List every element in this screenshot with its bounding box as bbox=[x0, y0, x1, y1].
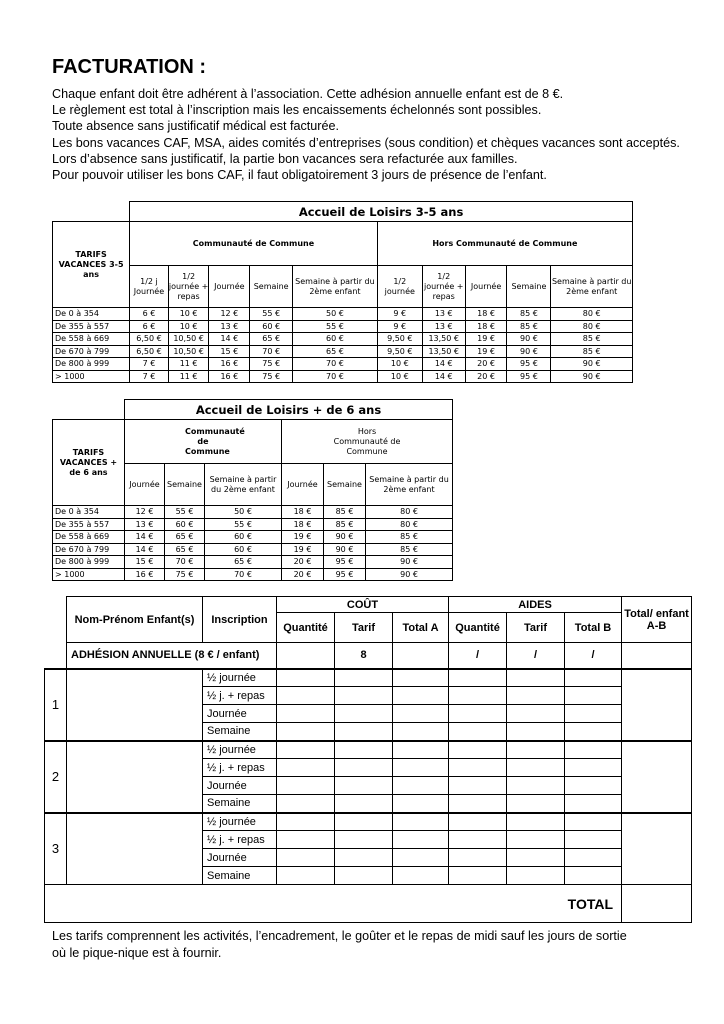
price-cell: 11 € bbox=[168, 370, 209, 383]
form-cell[interactable] bbox=[393, 813, 449, 831]
inscription-option: Semaine bbox=[203, 867, 277, 885]
form-cell[interactable] bbox=[335, 849, 393, 867]
form-cell[interactable] bbox=[565, 759, 622, 777]
price-cell: 20 € bbox=[282, 568, 324, 581]
child-number: 1 bbox=[45, 669, 67, 741]
form-cell[interactable] bbox=[335, 831, 393, 849]
form-cell[interactable] bbox=[507, 741, 565, 759]
form-cell[interactable] bbox=[393, 741, 449, 759]
table-row bbox=[53, 345, 633, 358]
group-cout: COÛT bbox=[277, 597, 449, 613]
child-name-field[interactable] bbox=[67, 741, 203, 813]
price-cell: 85 € bbox=[551, 345, 633, 358]
form-cell[interactable] bbox=[393, 643, 449, 669]
group-communaute: Communauté de Commune bbox=[125, 420, 282, 464]
inscription-option: ½ journée bbox=[203, 741, 277, 759]
empty-corner bbox=[53, 400, 125, 420]
price-cell: 55 € bbox=[165, 506, 205, 519]
child-name-field[interactable] bbox=[67, 669, 203, 741]
form-cell[interactable] bbox=[507, 849, 565, 867]
price-cell: 13 € bbox=[209, 320, 250, 333]
price-cell: 10,50 € bbox=[168, 345, 209, 358]
table-row bbox=[53, 518, 453, 531]
inscription-option: Journée bbox=[203, 777, 277, 795]
group-aides: AIDES bbox=[449, 597, 622, 613]
price-cell: 60 € bbox=[205, 531, 282, 544]
price-cell: 85 € bbox=[507, 308, 551, 321]
price-cell: 70 € bbox=[205, 568, 282, 581]
price-cell: 7 € bbox=[130, 358, 169, 371]
price-cell: 80 € bbox=[366, 506, 453, 519]
row-label: De 0 à 354 bbox=[53, 308, 130, 321]
child-total-field[interactable] bbox=[622, 741, 692, 813]
form-cell[interactable] bbox=[449, 687, 507, 705]
price-cell: 14 € bbox=[422, 358, 465, 371]
row-label: De 800 à 999 bbox=[53, 358, 130, 371]
price-cell: 95 € bbox=[324, 568, 366, 581]
price-cell: 90 € bbox=[507, 345, 551, 358]
price-cell: 50 € bbox=[205, 506, 282, 519]
child-number: 3 bbox=[45, 813, 67, 885]
column-header: Journée bbox=[125, 464, 165, 506]
tarifs-label: TARIFS VACANCES 3-5 ans bbox=[53, 222, 130, 308]
table-row bbox=[53, 556, 453, 569]
price-cell: 13 € bbox=[125, 518, 165, 531]
price-cell: 80 € bbox=[551, 308, 633, 321]
form-cell[interactable] bbox=[335, 723, 393, 741]
price-cell: 13,50 € bbox=[422, 345, 465, 358]
row-label: De 355 à 557 bbox=[53, 518, 125, 531]
price-cell: 19 € bbox=[282, 543, 324, 556]
form-cell[interactable] bbox=[335, 777, 393, 795]
form-cell[interactable] bbox=[277, 687, 335, 705]
intro-line: Les bons vacances CAF, MSA, aides comités d’entreprises (sous condition) et chèques vacances sont acceptés. Lors d’absence sans justificatif, la partie bon vacances sera refacturée aux familles. bbox=[52, 135, 680, 166]
form-cell[interactable] bbox=[565, 669, 622, 687]
intro-line: Pour pouvoir utiliser les bons CAF, il faut obligatoirement 3 jours de présence de l’enfant. bbox=[52, 168, 547, 183]
tarifs-6-plus-table bbox=[52, 399, 453, 581]
form-cell[interactable] bbox=[277, 813, 335, 831]
form-cell[interactable] bbox=[449, 777, 507, 795]
form-cell[interactable] bbox=[277, 867, 335, 885]
form-cell[interactable] bbox=[565, 705, 622, 723]
form-cell[interactable] bbox=[393, 669, 449, 687]
row-label: De 670 à 799 bbox=[53, 543, 125, 556]
form-cell[interactable] bbox=[507, 669, 565, 687]
table-row bbox=[53, 333, 633, 346]
table-caption: Accueil de Loisirs + de 6 ans bbox=[125, 400, 453, 420]
inscription-option: ½ j. + repas bbox=[203, 687, 277, 705]
form-cell[interactable] bbox=[393, 687, 449, 705]
price-cell: 16 € bbox=[209, 370, 250, 383]
adhesion-label: ADHÉSION ANNUELLE (8 € / enfant) bbox=[67, 643, 277, 669]
form-cell[interactable] bbox=[449, 849, 507, 867]
form-cell[interactable] bbox=[507, 777, 565, 795]
table-row bbox=[53, 568, 453, 581]
total-label: TOTAL bbox=[567, 895, 614, 912]
column-header: Semaine bbox=[507, 266, 551, 308]
price-cell: 90 € bbox=[551, 358, 633, 371]
price-cell: 18 € bbox=[282, 518, 324, 531]
inscription-option: Journée bbox=[203, 849, 277, 867]
price-cell: 75 € bbox=[165, 568, 205, 581]
price-cell: 13 € bbox=[422, 308, 465, 321]
form-cell[interactable] bbox=[335, 813, 393, 831]
form-cell[interactable] bbox=[277, 643, 335, 669]
column-header: Semaine bbox=[250, 266, 293, 308]
total-value-cell[interactable] bbox=[622, 885, 692, 923]
price-cell: 10 € bbox=[377, 370, 422, 383]
column-header: 1/2 journée + repas bbox=[168, 266, 209, 308]
form-cell[interactable] bbox=[565, 795, 622, 813]
form-cell[interactable] bbox=[335, 759, 393, 777]
column-header: Semaine bbox=[324, 464, 366, 506]
price-cell: 55 € bbox=[250, 308, 293, 321]
form-cell[interactable] bbox=[565, 813, 622, 831]
price-cell: 60 € bbox=[165, 518, 205, 531]
column-header: 1/2 journée bbox=[377, 266, 422, 308]
form-cell[interactable] bbox=[393, 705, 449, 723]
child-total-field[interactable] bbox=[622, 669, 692, 741]
price-cell: 60 € bbox=[205, 543, 282, 556]
form-cell[interactable] bbox=[507, 759, 565, 777]
form-cell[interactable] bbox=[565, 741, 622, 759]
price-cell: 15 € bbox=[125, 556, 165, 569]
price-cell: 70 € bbox=[293, 370, 378, 383]
form-cell[interactable] bbox=[449, 705, 507, 723]
column-header-quantite: Quantité bbox=[449, 613, 507, 643]
price-cell: 80 € bbox=[551, 320, 633, 333]
form-cell[interactable] bbox=[449, 669, 507, 687]
form-cell[interactable] bbox=[565, 723, 622, 741]
column-header-total-a: Total A bbox=[393, 613, 449, 643]
table-row bbox=[53, 531, 453, 544]
row-label: De 670 à 799 bbox=[53, 345, 130, 358]
adhesion-tarif: 8 bbox=[335, 643, 393, 669]
form-cell[interactable] bbox=[565, 777, 622, 795]
form-cell[interactable] bbox=[277, 759, 335, 777]
table-row bbox=[53, 370, 633, 383]
table-row bbox=[53, 506, 453, 519]
form-cell[interactable] bbox=[393, 831, 449, 849]
price-cell: 65 € bbox=[165, 531, 205, 544]
column-header-tarif: Tarif bbox=[507, 613, 565, 643]
form-cell[interactable] bbox=[449, 831, 507, 849]
form-cell[interactable] bbox=[622, 643, 692, 669]
group-hors-communaute: Hors Communauté de Commune bbox=[282, 420, 453, 464]
column-header-nom: Nom-Prénom Enfant(s) bbox=[67, 597, 203, 643]
form-cell[interactable] bbox=[335, 867, 393, 885]
column-header: Semaine à partir du 2ème enfant bbox=[293, 266, 378, 308]
slash-cell: / bbox=[507, 643, 565, 669]
row-label: De 800 à 999 bbox=[53, 556, 125, 569]
child-name-field[interactable] bbox=[67, 813, 203, 885]
row-label: De 355 à 557 bbox=[53, 320, 130, 333]
price-cell: 70 € bbox=[293, 358, 378, 371]
price-cell: 65 € bbox=[205, 556, 282, 569]
price-cell: 60 € bbox=[250, 320, 293, 333]
column-header-tarif: Tarif bbox=[335, 613, 393, 643]
price-cell: 9 € bbox=[377, 320, 422, 333]
column-header: Semaine à partir du 2ème enfant bbox=[205, 464, 282, 506]
form-cell[interactable] bbox=[277, 777, 335, 795]
price-cell: 19 € bbox=[282, 531, 324, 544]
group-hors-communaute: Hors Communauté de Commune bbox=[377, 222, 632, 266]
form-cell[interactable] bbox=[277, 669, 335, 687]
child-total-field[interactable] bbox=[622, 813, 692, 885]
slash-cell: / bbox=[449, 643, 507, 669]
form-cell[interactable] bbox=[507, 705, 565, 723]
price-cell: 65 € bbox=[165, 543, 205, 556]
price-cell: 15 € bbox=[209, 345, 250, 358]
price-cell: 50 € bbox=[293, 308, 378, 321]
column-header-quantite: Quantité bbox=[277, 613, 335, 643]
form-cell[interactable] bbox=[507, 795, 565, 813]
price-cell: 85 € bbox=[324, 518, 366, 531]
blank-cell bbox=[45, 643, 67, 669]
tarifs-3-5-table bbox=[52, 201, 633, 383]
group-communaute: Communauté de Commune bbox=[130, 222, 378, 266]
price-cell: 14 € bbox=[422, 370, 465, 383]
price-cell: 55 € bbox=[205, 518, 282, 531]
form-cell[interactable] bbox=[449, 723, 507, 741]
form-cell[interactable] bbox=[335, 741, 393, 759]
form-cell[interactable] bbox=[507, 831, 565, 849]
form-cell[interactable] bbox=[507, 867, 565, 885]
price-cell: 95 € bbox=[507, 358, 551, 371]
form-cell[interactable] bbox=[393, 759, 449, 777]
form-cell[interactable] bbox=[565, 687, 622, 705]
column-header-inscription: Inscription bbox=[203, 597, 277, 643]
inscription-option: ½ j. + repas bbox=[203, 759, 277, 777]
column-header-total-enfant: Total/ enfant A-B bbox=[622, 597, 692, 643]
table-row bbox=[53, 308, 633, 321]
form-cell[interactable] bbox=[449, 813, 507, 831]
price-cell: 7 € bbox=[130, 370, 169, 383]
column-header: 1/2 journée + repas bbox=[422, 266, 465, 308]
form-row bbox=[45, 741, 692, 759]
price-cell: 16 € bbox=[209, 358, 250, 371]
price-cell: 18 € bbox=[282, 506, 324, 519]
price-cell: 90 € bbox=[324, 531, 366, 544]
price-cell: 80 € bbox=[366, 518, 453, 531]
price-cell: 10 € bbox=[168, 320, 209, 333]
price-cell: 13 € bbox=[422, 320, 465, 333]
column-header-total-b: Total B bbox=[565, 613, 622, 643]
form-cell[interactable] bbox=[565, 867, 622, 885]
price-cell: 95 € bbox=[507, 370, 551, 383]
form-cell[interactable] bbox=[335, 795, 393, 813]
column-header: Semaine bbox=[165, 464, 205, 506]
table-row bbox=[53, 358, 633, 371]
price-cell: 11 € bbox=[168, 358, 209, 371]
form-cell[interactable] bbox=[393, 777, 449, 795]
inscription-option: Semaine bbox=[203, 723, 277, 741]
form-cell[interactable] bbox=[565, 831, 622, 849]
form-cell[interactable] bbox=[565, 849, 622, 867]
price-cell: 9,50 € bbox=[377, 333, 422, 346]
price-cell: 95 € bbox=[324, 556, 366, 569]
form-cell[interactable] bbox=[449, 759, 507, 777]
price-cell: 10 € bbox=[168, 308, 209, 321]
column-header: Semaine à partir du 2ème enfant bbox=[366, 464, 453, 506]
form-cell[interactable] bbox=[335, 669, 393, 687]
table-row bbox=[53, 320, 633, 333]
price-cell: 12 € bbox=[125, 506, 165, 519]
price-cell: 70 € bbox=[165, 556, 205, 569]
price-cell: 85 € bbox=[507, 320, 551, 333]
form-cell[interactable] bbox=[335, 687, 393, 705]
price-cell: 85 € bbox=[366, 543, 453, 556]
price-cell: 75 € bbox=[250, 370, 293, 383]
form-cell[interactable] bbox=[393, 795, 449, 813]
inscription-option: ½ j. + repas bbox=[203, 831, 277, 849]
row-label: De 558 à 669 bbox=[53, 333, 130, 346]
price-cell: 65 € bbox=[293, 345, 378, 358]
table-caption: Accueil de Loisirs 3-5 ans bbox=[130, 202, 633, 222]
total-label-cell bbox=[45, 885, 622, 923]
row-label: > 1000 bbox=[53, 568, 125, 581]
price-cell: 13,50 € bbox=[422, 333, 465, 346]
row-label: De 0 à 354 bbox=[53, 506, 125, 519]
form-row bbox=[45, 813, 692, 831]
price-cell: 90 € bbox=[507, 333, 551, 346]
price-cell: 65 € bbox=[250, 333, 293, 346]
column-header: Journée bbox=[282, 464, 324, 506]
inscription-option: ½ journée bbox=[203, 813, 277, 831]
price-cell: 16 € bbox=[125, 568, 165, 581]
form-cell[interactable] bbox=[507, 723, 565, 741]
price-cell: 19 € bbox=[465, 345, 507, 358]
price-cell: 90 € bbox=[366, 556, 453, 569]
price-cell: 20 € bbox=[465, 358, 507, 371]
column-header: Semaine à partir du 2ème enfant bbox=[551, 266, 633, 308]
form-cell[interactable] bbox=[449, 795, 507, 813]
form-cell[interactable] bbox=[449, 867, 507, 885]
price-cell: 6,50 € bbox=[130, 333, 169, 346]
price-cell: 90 € bbox=[324, 543, 366, 556]
price-cell: 9 € bbox=[377, 308, 422, 321]
intro-line: Toute absence sans justificatif médical est facturée. bbox=[52, 119, 340, 134]
footer-line: où le pique-nique est à fournir. bbox=[52, 945, 222, 960]
form-cell[interactable] bbox=[277, 705, 335, 723]
form-cell[interactable] bbox=[335, 705, 393, 723]
intro-line: Chaque enfant doit être adhérent à l’association. Cette adhésion annuelle enfant est de 8 €. bbox=[52, 87, 564, 101]
form-cell[interactable] bbox=[449, 741, 507, 759]
price-cell: 20 € bbox=[465, 370, 507, 383]
price-cell: 90 € bbox=[551, 370, 633, 383]
price-cell: 14 € bbox=[125, 531, 165, 544]
form-cell[interactable] bbox=[277, 795, 335, 813]
price-cell: 6,50 € bbox=[130, 345, 169, 358]
form-cell[interactable] bbox=[507, 687, 565, 705]
form-cell[interactable] bbox=[393, 723, 449, 741]
price-cell: 55 € bbox=[293, 320, 378, 333]
column-header: Journée bbox=[465, 266, 507, 308]
price-cell: 70 € bbox=[250, 345, 293, 358]
intro-line: Le règlement est total à l’inscription mais les encaissements échelonnés sont possibles. bbox=[52, 103, 542, 118]
form-row bbox=[45, 669, 692, 687]
price-cell: 18 € bbox=[465, 308, 507, 321]
price-cell: 9,50 € bbox=[377, 345, 422, 358]
price-cell: 18 € bbox=[465, 320, 507, 333]
empty-corner bbox=[53, 202, 130, 222]
table-row bbox=[53, 543, 453, 556]
column-header: Journée bbox=[209, 266, 250, 308]
price-cell: 19 € bbox=[465, 333, 507, 346]
form-cell[interactable] bbox=[507, 813, 565, 831]
form-cell[interactable] bbox=[277, 831, 335, 849]
blank-cell bbox=[45, 613, 67, 643]
price-cell: 90 € bbox=[366, 568, 453, 581]
inscription-option: ½ journée bbox=[203, 669, 277, 687]
intro-text bbox=[52, 86, 692, 183]
inscription-form-table bbox=[44, 596, 692, 923]
child-number: 2 bbox=[45, 741, 67, 813]
blank-cell bbox=[45, 597, 67, 613]
price-cell: 85 € bbox=[551, 333, 633, 346]
price-cell: 12 € bbox=[209, 308, 250, 321]
form-cell[interactable] bbox=[393, 867, 449, 885]
inscription-option: Journée bbox=[203, 705, 277, 723]
row-label: > 1000 bbox=[53, 370, 130, 383]
slash-cell: / bbox=[565, 643, 622, 669]
price-cell: 6 € bbox=[130, 308, 169, 321]
price-cell: 6 € bbox=[130, 320, 169, 333]
footer-line: Les tarifs comprennent les activités, l’encadrement, le goûter et le repas de midi sauf les jours de sortie bbox=[52, 929, 627, 943]
price-cell: 85 € bbox=[366, 531, 453, 544]
form-cell[interactable] bbox=[277, 849, 335, 867]
price-cell: 75 € bbox=[250, 358, 293, 371]
row-label: De 558 à 669 bbox=[53, 531, 125, 544]
price-cell: 14 € bbox=[125, 543, 165, 556]
price-cell: 85 € bbox=[324, 506, 366, 519]
price-cell: 60 € bbox=[293, 333, 378, 346]
tarifs-label: TARIFS VACANCES + de 6 ans bbox=[53, 420, 125, 506]
form-cell[interactable] bbox=[277, 741, 335, 759]
page-title: FACTURATION : bbox=[52, 56, 207, 78]
footer-note bbox=[52, 928, 702, 961]
price-cell: 10,50 € bbox=[168, 333, 209, 346]
form-cell[interactable] bbox=[277, 723, 335, 741]
inscription-option: Semaine bbox=[203, 795, 277, 813]
form-cell[interactable] bbox=[393, 849, 449, 867]
price-cell: 10 € bbox=[377, 358, 422, 371]
column-header: 1/2 j Journée bbox=[130, 266, 169, 308]
price-cell: 20 € bbox=[282, 556, 324, 569]
price-cell: 14 € bbox=[209, 333, 250, 346]
